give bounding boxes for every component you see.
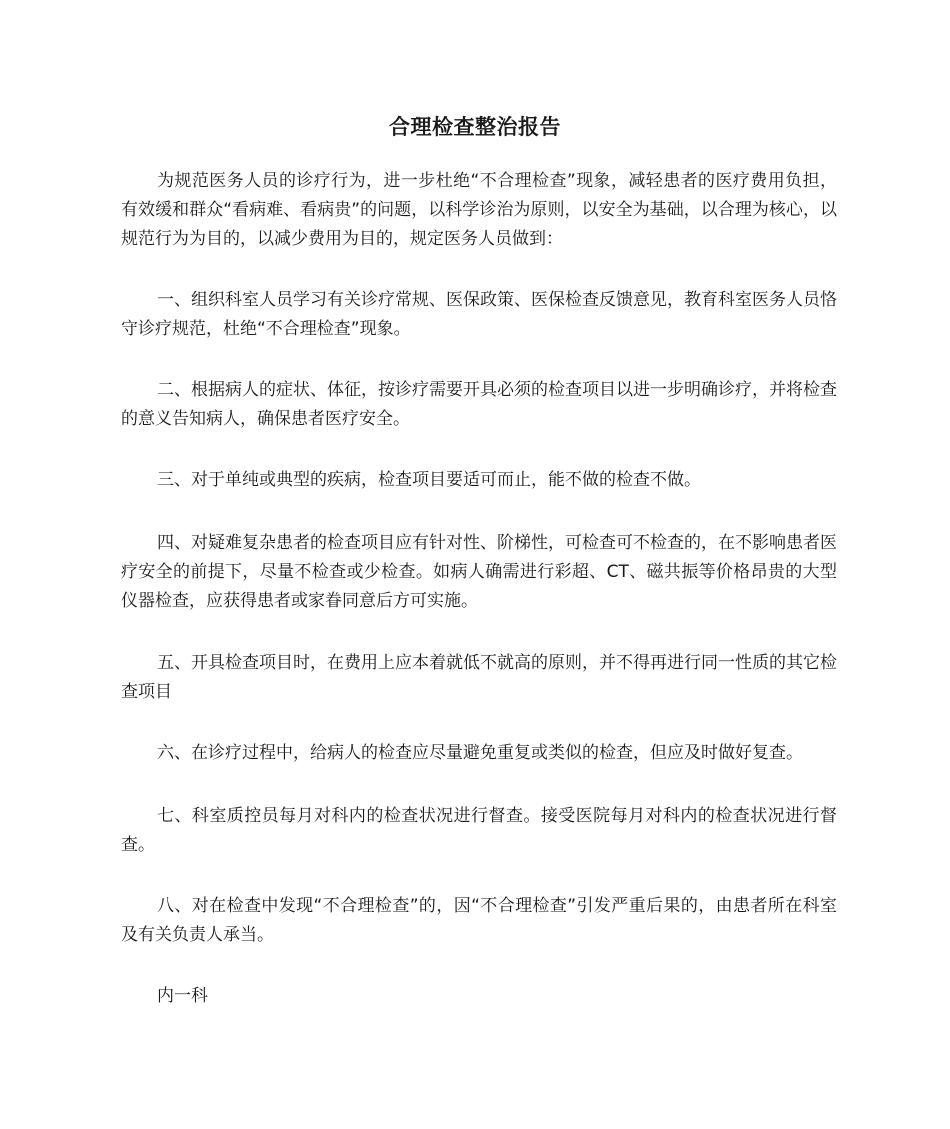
intro-paragraph: 为规范医务人员的诊疗行为，进一步杜绝“不合理检查”现象，减轻患者的医疗费用负担，有效缓和群众“看病难、看病贵”的问题，以科学诊治为原则，以安全为基础，以合理为核心，以规范行为为目的，以减少费用为目的，规定医务人员做到： bbox=[121, 171, 837, 249]
department-signature: 内一科 bbox=[157, 986, 208, 1006]
rule-item-3: 三、对于单纯或典型的疾病，检查项目要适可而止，能不做的检查不做。 bbox=[157, 470, 701, 490]
rule-item-1: 一、组织科室人员学习有关诊疗常规、医保政策、医保检查反馈意见，教育科室医务人员恪守诊疗规范，杜绝“不合理检查”现象。 bbox=[121, 290, 837, 339]
rule-item-8: 八、对在检查中发现“不合理检查”的，因“不合理检查”引发严重后果的，由患者所在科室及有关负责人承当。 bbox=[121, 896, 837, 945]
rule-item-2: 二、根据病人的症状、体征，按诊疗需要开具必须的检查项目以进一步明确诊疗，并将检查的意义告知病人，确保患者医疗安全。 bbox=[121, 380, 837, 429]
rule-item-4: 四、对疑难复杂患者的检查项目应有针对性、阶梯性，可检查可不检查的，在不影响患者医疗安全的前提下，尽量不检查或少检查。如病人确需进行彩超、CT、磁共振等价格昂贵的大型仪器检查，应获得患者或家眷同意后方可实施。 bbox=[121, 533, 837, 611]
rule-item-7: 七、科室质控员每月对科内的检查状况进行督查。接受医院每月对科内的检查状况进行督查。 bbox=[121, 806, 837, 855]
rule-item-5: 五、开具检查项目时，在费用上应本着就低不就高的原则，并不得再进行同一性质的其它检查项目 bbox=[121, 653, 837, 702]
document-title: 合理检查整治报告 bbox=[389, 115, 561, 140]
rule-item-6: 六、在诊疗过程中，给病人的检查应尽量避免重复或类似的检查，但应及时做好复查。 bbox=[157, 743, 803, 763]
